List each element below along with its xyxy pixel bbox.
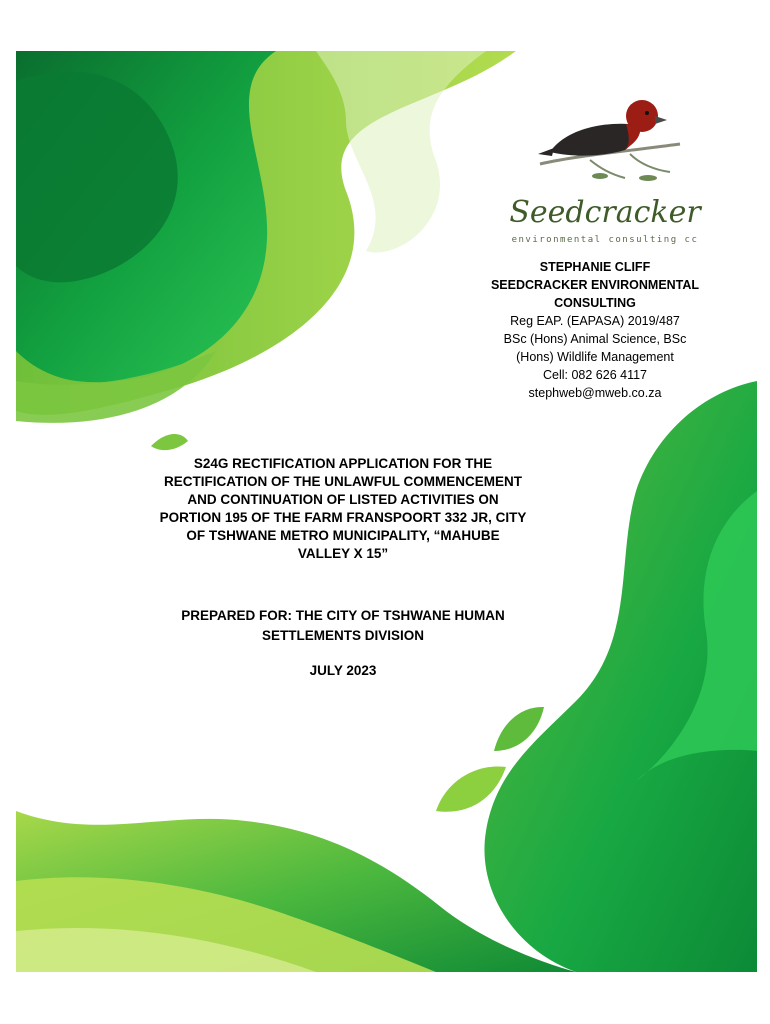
bird-on-branch-icon [530,94,685,186]
company-line-1: SEEDCRACKER ENVIRONMENTAL [490,278,700,292]
qualifications-line-2: (Hons) Wildlife Management [516,350,674,364]
email-address: stephweb@mweb.co.za [528,386,662,400]
logo-name: Seedcracker [509,195,701,230]
prepared-for-line: PREPARED FOR: THE CITY OF TSHWANE HUMAN [181,608,505,623]
seedcracker-wordmark [500,188,710,232]
prepared-for-line: SETTLEMENTS DIVISION [261,628,424,643]
prepared-for [138,606,548,646]
logo-tagline-text: environmental consulting cc [511,235,699,245]
title-line: OF TSHWANE METRO MUNICIPALITY, “MAHUBE [186,528,500,543]
qualifications-line-1: BSc (Hons) Animal Science, BSc [503,332,687,346]
title-line: AND CONTINUATION OF LISTED ACTIVITIES ON [187,492,499,507]
registration: Reg EAP. (EAPASA) 2019/487 [510,314,680,328]
title-line: PORTION 195 OF THE FARM FRANSPOORT 332 JR, CITY [159,510,527,525]
title-line: RECTIFICATION OF THE UNLAWFUL COMMENCEMENT [164,474,522,489]
title-line: VALLEY X 15” [297,546,389,561]
title-line: S24G RECTIFICATION APPLICATION FOR THE [193,456,493,471]
author-contact-block [470,258,720,402]
document-title [138,455,548,563]
logo-tagline [500,230,710,246]
seedcracker-logo [500,88,710,248]
document-date: JULY 2023 [309,663,377,678]
company-line-2: CONSULTING [554,296,636,310]
author-name: STEPHANIE CLIFF [539,260,651,274]
cell-number: Cell: 082 626 4117 [542,368,648,382]
